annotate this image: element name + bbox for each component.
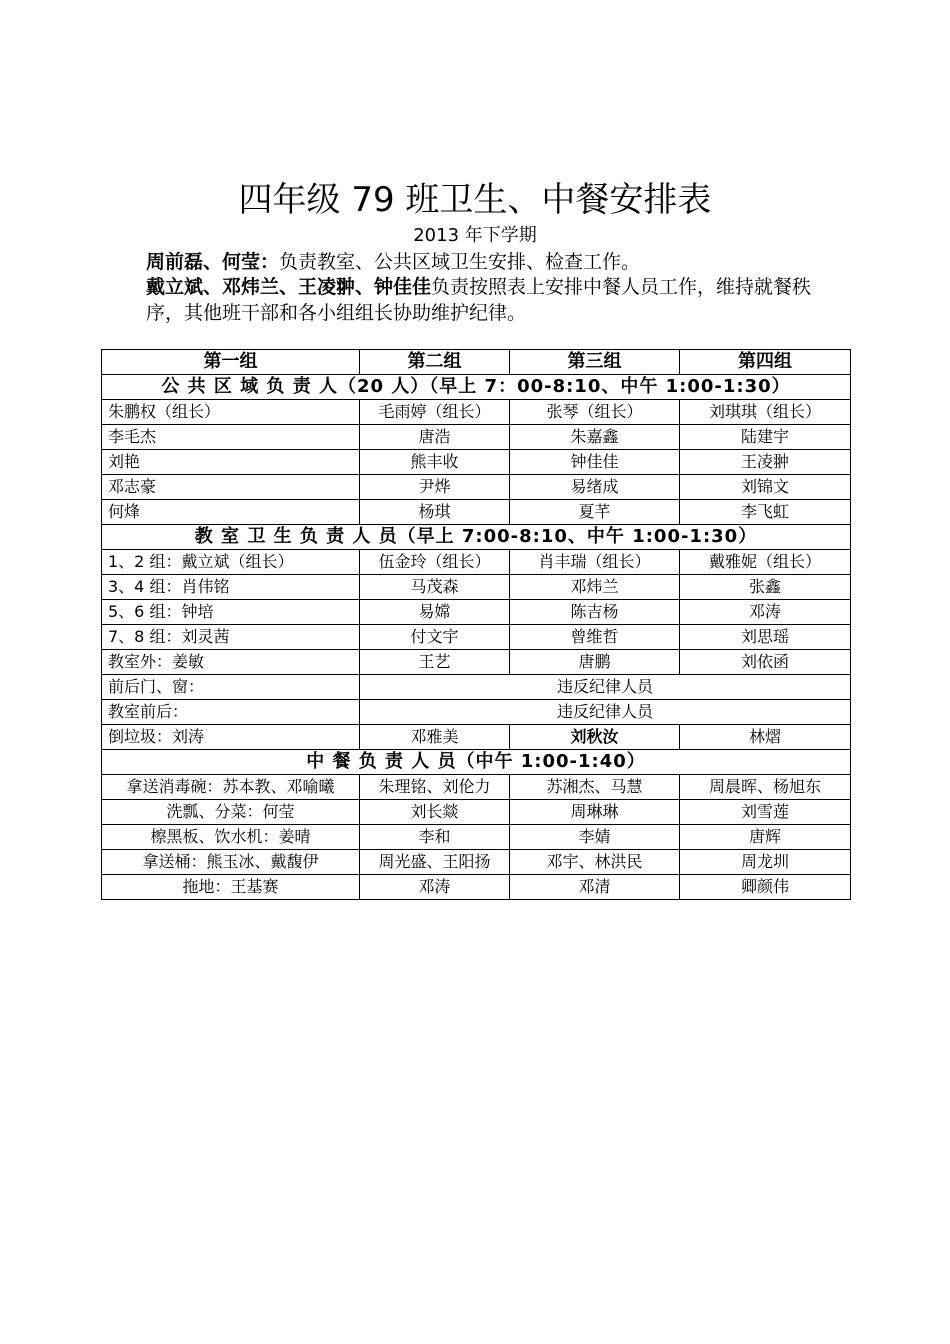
- table-cell: 刘秋汝: [510, 725, 680, 750]
- table-cell: 陈吉杨: [510, 600, 680, 625]
- duty-line-1: [146, 249, 846, 275]
- table-row: [102, 875, 851, 900]
- table-cell: 刘依函: [680, 650, 851, 675]
- table-cell: 刘琪琪（组长）: [680, 400, 851, 425]
- table-cell: 李毛杰: [102, 425, 360, 450]
- table-cell: 付文宇: [360, 625, 510, 650]
- table-row: [102, 700, 851, 725]
- table-cell: 邓涛: [680, 600, 851, 625]
- duty-names: 周前磊、何莹：: [146, 251, 280, 273]
- table-cell: 周光盛、王阳扬: [360, 850, 510, 875]
- table-cell: 曾维哲: [510, 625, 680, 650]
- table-cell: 朱嘉鑫: [510, 425, 680, 450]
- table-row: [102, 475, 851, 500]
- table-row: [102, 775, 851, 800]
- table-cell: 朱理铭、刘伦力: [360, 775, 510, 800]
- term-subtitle: 2013 年下学期: [413, 225, 537, 246]
- table-row: [102, 625, 851, 650]
- table-row: [102, 650, 851, 675]
- table-cell: 易嫦: [360, 600, 510, 625]
- table-cell: 何烽: [102, 500, 360, 525]
- table-cell: 苏湘杰、马慧: [510, 775, 680, 800]
- table-row: [102, 600, 851, 625]
- table-cell: 邓清: [510, 875, 680, 900]
- table-cell: 周龙圳: [680, 850, 851, 875]
- table-cell: 5、6 组：钟培: [102, 600, 360, 625]
- table-cell: 前后门、窗：: [102, 675, 360, 700]
- table-row: [102, 825, 851, 850]
- table-cell: 倒垃圾：刘涛: [102, 725, 360, 750]
- table-row: [102, 675, 851, 700]
- table-cell: 卿颜伟: [680, 875, 851, 900]
- table-cell: 钟佳佳: [510, 450, 680, 475]
- table-cell: 张鑫: [680, 575, 851, 600]
- table-cell: 刘锦文: [680, 475, 851, 500]
- table-cell: 王艺: [360, 650, 510, 675]
- table-cell: 邓涛: [360, 875, 510, 900]
- table-cell: 刘艳: [102, 450, 360, 475]
- page-title: 四年级 79 班卫生、中餐安排表: [238, 180, 712, 220]
- table-cell: 李和: [360, 825, 510, 850]
- table-row: [102, 500, 851, 525]
- lunch-section-header: 中 餐 负 责 人 员（中午 1:00-1:40）: [102, 750, 851, 775]
- group-header: 第二组: [360, 350, 510, 375]
- section-header-row: [102, 750, 851, 775]
- table-row: [102, 425, 851, 450]
- table-cell: 易绪成: [510, 475, 680, 500]
- table-cell: 杨琪: [360, 500, 510, 525]
- table-cell: 伍金玲（组长）: [360, 550, 510, 575]
- table-cell-span: 违反纪律人员: [360, 675, 851, 700]
- table-cell: 拖地：王基赛: [102, 875, 360, 900]
- table-cell: 肖丰瑞（组长）: [510, 550, 680, 575]
- classroom-section-header: 教 室 卫 生 负 责 人 员（早上 7:00-8:10、中午 1:00-1:30）: [102, 525, 851, 550]
- section-header-row: [102, 375, 851, 400]
- table-cell: 唐鹏: [510, 650, 680, 675]
- table-cell: 唐辉: [680, 825, 851, 850]
- table-cell: 邓志豪: [102, 475, 360, 500]
- table-cell: 朱鹏权（组长）: [102, 400, 360, 425]
- table-cell: 拿送桶：熊玉冰、戴馥伊: [102, 850, 360, 875]
- group-header: 第一组: [102, 350, 360, 375]
- table-cell: 熊丰收: [360, 450, 510, 475]
- public-area-section-header: 公 共 区 域 负 责 人（20 人）（早上 7：00-8:10、中午 1:00-1:30）: [102, 375, 851, 400]
- duty-text: 负责教室、公共区域卫生安排、检查工作。: [279, 251, 641, 273]
- table-cell: 邓雅美: [360, 725, 510, 750]
- table-cell: 唐浩: [360, 425, 510, 450]
- table-cell: 毛雨婷（组长）: [360, 400, 510, 425]
- table-cell: 张琴（组长）: [510, 400, 680, 425]
- table-cell: 尹烨: [360, 475, 510, 500]
- table-cell: 邓宇、林洪民: [510, 850, 680, 875]
- table-cell: 周琳琳: [510, 800, 680, 825]
- table-row: [102, 550, 851, 575]
- group-header-row: [102, 350, 851, 375]
- duty-text: 负责按照表上安排中餐人员工作，维持就餐秩序，其他班干部和各小组组长协助维护纪律。: [146, 276, 812, 324]
- table-row: [102, 400, 851, 425]
- schedule-table: [101, 349, 851, 900]
- table-cell: 李飞虹: [680, 500, 851, 525]
- table-cell: 刘思瑶: [680, 625, 851, 650]
- table-cell: 7、8 组：刘灵茜: [102, 625, 360, 650]
- duty-line-2: [146, 274, 826, 326]
- table-row: [102, 850, 851, 875]
- table-cell: 檫黑板、饮水机：姜晴: [102, 825, 360, 850]
- group-header: 第四组: [680, 350, 851, 375]
- table-cell: 李婧: [510, 825, 680, 850]
- table-cell: 马茂森: [360, 575, 510, 600]
- table-cell: 林熠: [680, 725, 851, 750]
- table-cell: 戴雅妮（组长）: [680, 550, 851, 575]
- table-row: [102, 800, 851, 825]
- table-cell: 王凌翀: [680, 450, 851, 475]
- table-row: [102, 575, 851, 600]
- table-cell: 邓炜兰: [510, 575, 680, 600]
- table-cell: 洗瓢、分菜：何莹: [102, 800, 360, 825]
- section-header-row: [102, 525, 851, 550]
- table-row: [102, 450, 851, 475]
- group-header: 第三组: [510, 350, 680, 375]
- table-cell: 教室外：姜敏: [102, 650, 360, 675]
- table-cell: 3、4 组：肖伟铭: [102, 575, 360, 600]
- table-cell: 夏芊: [510, 500, 680, 525]
- table-row: [102, 725, 851, 750]
- table-cell: 周晨晖、杨旭东: [680, 775, 851, 800]
- table-cell: 陆建宇: [680, 425, 851, 450]
- table-cell: 教室前后：: [102, 700, 360, 725]
- table-cell: 1、2 组：戴立斌（组长）: [102, 550, 360, 575]
- table-cell-span: 违反纪律人员: [360, 700, 851, 725]
- table-cell: 拿送消毒碗：苏本教、邓喻曦: [102, 775, 360, 800]
- duty-names: 戴立斌、邓炜兰、王凌翀、钟佳佳: [146, 276, 432, 298]
- table-cell: 刘长燚: [360, 800, 510, 825]
- table-cell: 刘雪莲: [680, 800, 851, 825]
